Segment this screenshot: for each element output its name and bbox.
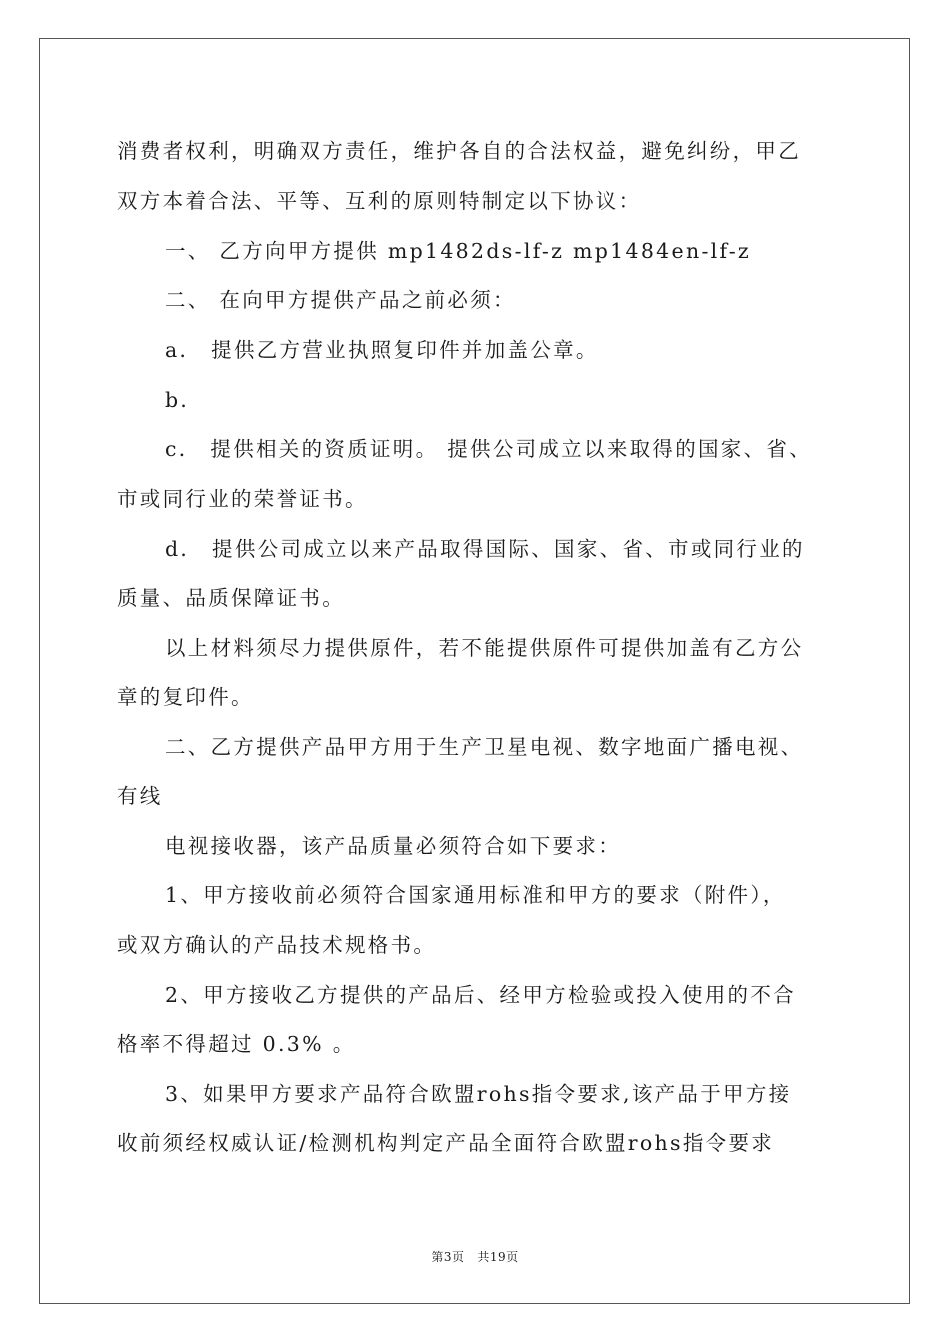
text-line: 1、甲方接收前必须符合国家通用标准和甲方的要求（附件）， xyxy=(165,883,786,907)
page-border xyxy=(39,38,910,1304)
text-line: 格率不得超过 0.3% 。 xyxy=(117,1032,356,1056)
text-line: d． 提供公司成立以来产品取得国际、国家、省、市或同行业的 xyxy=(165,537,805,561)
text-line: a． 提供乙方营业执照复印件并加盖公章。 xyxy=(165,338,599,362)
text-line: 质量、品质保障证书。 xyxy=(117,586,345,610)
text-line: 一、 乙方向甲方提供 mp1482ds-lf-z mp1484en-lf-z xyxy=(165,239,752,263)
text-line: 双方本着合法、平等、互利的原则特制定以下协议： xyxy=(117,189,642,213)
page-number-footer: 第3页 共19页 xyxy=(431,1250,519,1264)
text-line: 电视接收器，该产品质量必须符合如下要求： xyxy=(165,834,621,858)
text-line: 二、 在向甲方提供产品之前必须： xyxy=(165,288,516,312)
text-line: 2、甲方接收乙方提供的产品后、经甲方检验或投入使用的不合 xyxy=(165,983,796,1007)
text-line: 消费者权利，明确双方责任，维护各自的合法权益，避免纠纷，甲乙 xyxy=(117,139,801,163)
text-line: 市或同行业的荣誉证书。 xyxy=(117,487,368,511)
text-line: 章的复印件。 xyxy=(117,685,254,709)
text-line: 二、乙方提供产品甲方用于生产卫星电视、数字地面广播电视、 xyxy=(165,735,804,759)
text-line: 有线 xyxy=(117,784,163,808)
text-line: 收前须经权威认证/检测机构判定产品全面符合欧盟rohs指令要求 xyxy=(117,1131,775,1155)
text-line: 3、如果甲方要求产品符合欧盟rohs指令要求,该产品于甲方接 xyxy=(165,1082,792,1106)
text-line: 或双方确认的产品技术规格书。 xyxy=(117,933,437,957)
text-line: c． 提供相关的资质证明。 提供公司成立以来取得的国家、省、 xyxy=(165,437,813,461)
text-line: b． xyxy=(165,388,204,412)
text-line: 以上材料须尽力提供原件，若不能提供原件可提供加盖有乙方公 xyxy=(165,636,804,660)
